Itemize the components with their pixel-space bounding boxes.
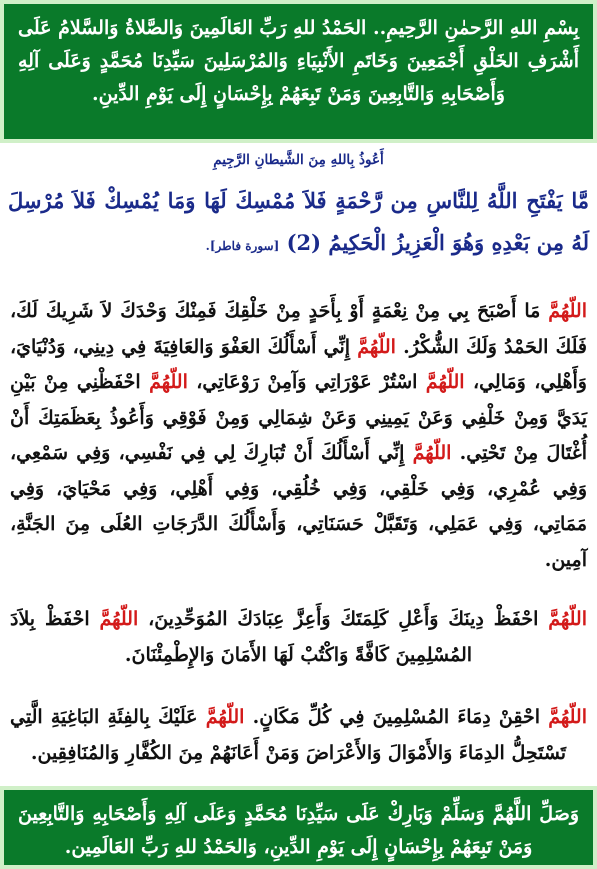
allahumma-word: اللّهُمَّ <box>412 442 452 464</box>
dua-paragraph-1 <box>10 294 587 578</box>
dua-text: احْفَظْ بِلاَدَ المُسْلِمِينَ كَافَّةً وَاكْتُبْ لَهَا الأَمَانَ وَالإِطْمِئْنَانَ. <box>10 608 473 666</box>
allahumma-word: اللّهُمَّ <box>548 608 587 630</box>
dua-paragraph-3 <box>10 700 587 771</box>
dua-text: احْفَظْنِي مِنْ بَيْنِ يَدَيَّ وَمِنْ خَلْفِي وَعَنْ يَمِينِي وَعَنْ شِمَالِي وَمِنْ فَوْقِي وَأَعُوذُ بِعَظَمَتِكَ أَنْ أُغْتَالَ مِنْ تَحْتِي. <box>10 371 587 464</box>
dua-text: إِنِّي أَسْأَلُكَ العَفْوَ وَالعَافِيَةَ فِي دِينِي، وَدُنْيَايَ، وَأَهْلِي، وَمَالِي، <box>10 335 587 393</box>
allahumma-word: اللّهُمَّ <box>205 706 245 728</box>
closing-text: وَصَلِّ اللَّهُمَّ وَسَلِّمْ وَبَارِكْ عَلَى سَيِّدِنَا مُحَمَّدٍ وَعَلَى آلِهِ وَأَصْحَابِهِ وَالتَّابِعِينَ وَمَنْ تَبِعَهُمْ بِإِحْسَانٍ إِلَى يَوْمِ الدِّينِ، وَالحَمْدُ للهِ رَبِّ العَالَمِين. <box>18 803 579 858</box>
opening-header-box <box>0 0 597 143</box>
allahumma-word: اللّهُمَّ <box>357 335 396 358</box>
allahumma-word: اللّهُمَّ <box>99 608 139 630</box>
verse-number: (2) <box>286 230 322 255</box>
istiadha-line: أَعُوذُ بِاللهِ مِنَ الشَّيطانِ الرَّجِيمِ <box>213 152 384 168</box>
dua-paragraph-2 <box>10 602 587 673</box>
verse-text: مَّا يَفْتَحِ اللَّهُ لِلنَّاسِ مِن رَّحْمَةٍ فَلاَ مُمْسِكَ لَهَا وَمَا يُمْسِكْ فَلاَ مُرْسِلَ لَهُ مِن بَعْدِهِ وَهُوَ الْعَزِيزُ الْحَكِيمُ <box>8 188 589 255</box>
dua-text: عَلَيْكَ بِالفِئَةِ البَاغِيَةِ الَّتِي تَسْتَحِلُّ الدِمَاءَ وَالأَمْوَالَ وَالأَعْرَاضَ وَمَنْ أَعَانَهُمْ مِنَ الكُفَّارِ وَالمُنَافِقِين. <box>10 706 567 764</box>
opening-text: بِسْمِ اللهِ الرَّحمٰنِ الرَّحِيمِ.. الحَمْدُ للهِ رَبِّ العَالَمِينَ وَالصَّلاةُ وَالسَّلامُ عَلَى أَشْرَفِ الخَلْقِ أَجْمَعِينَ وَخَاتَمِ الأَنْبِيَاءِ وَالمُرْسَلِينَ سَيِّدِنَا مُحَمَّدٍ وَعَلَى آلِهِ وَأَصْحَابِهِ وَالتَّابِعِينَ وَمَنْ تَبِعَهُمْ بِإِحْسَانٍ إِلَى يَوْمِ الدِّينِ. <box>18 17 579 105</box>
dua-text: اسْتُرْ عَوْرَاتِي وَآمِنْ رَوْعَاتِي، <box>187 371 426 393</box>
dua-text: مَا أَصْبَحَ بِي مِنْ نِعْمَةٍ أَوْ بِأَحَدٍ مِنْ خَلْقِكَ فَمِنْكَ وَحْدَكَ لاَ شَرِيكَ لَكَ، فَلَكَ الحَمْدُ وَلَكَ الشُّكْرُ. <box>10 300 587 358</box>
quran-verse <box>8 180 589 267</box>
verse-reference: [سورة فاطر]. <box>205 239 280 253</box>
dua-text: احْقِنْ دِمَاءَ المُسْلِمِينَ فِي كُلِّ مَكَانٍ. <box>244 706 549 728</box>
dua-text: احْفَظْ دِينَكَ وَأَعْلِ كَلِمَتَكَ وَأَعِزَّ عِبَادَكَ المُوَحِّدِينَ، <box>138 608 549 630</box>
allahumma-word: اللّهُمَّ <box>548 300 587 322</box>
allahumma-word: اللّهُمَّ <box>425 371 465 393</box>
allahumma-word: اللّهُمَّ <box>548 706 587 728</box>
dua-text: إِنِّي أَسْأَلُكَ أَنْ تُبَارِكَ لِي فِي نَفْسِي، وَفِي سَمْعِي، وَفِي عُمْرِي، وَفِي خَلْقِي، وَفِي خُلُقِي، وَفِي أَهْلِي، وَفِي مَحْيَايَ، وَفِي مَمَاتِي، وَفِي عَمَلِي، وَتَقَبَّلْ حَسَنَاتِي، وَأَسْأَلُكَ الدَّرَجَاتِ العُلَى مِنَ الجَنَّةِ، آمِين. <box>10 442 587 571</box>
closing-footer-box <box>0 786 597 869</box>
allahumma-word: اللّهُمَّ <box>149 371 188 393</box>
